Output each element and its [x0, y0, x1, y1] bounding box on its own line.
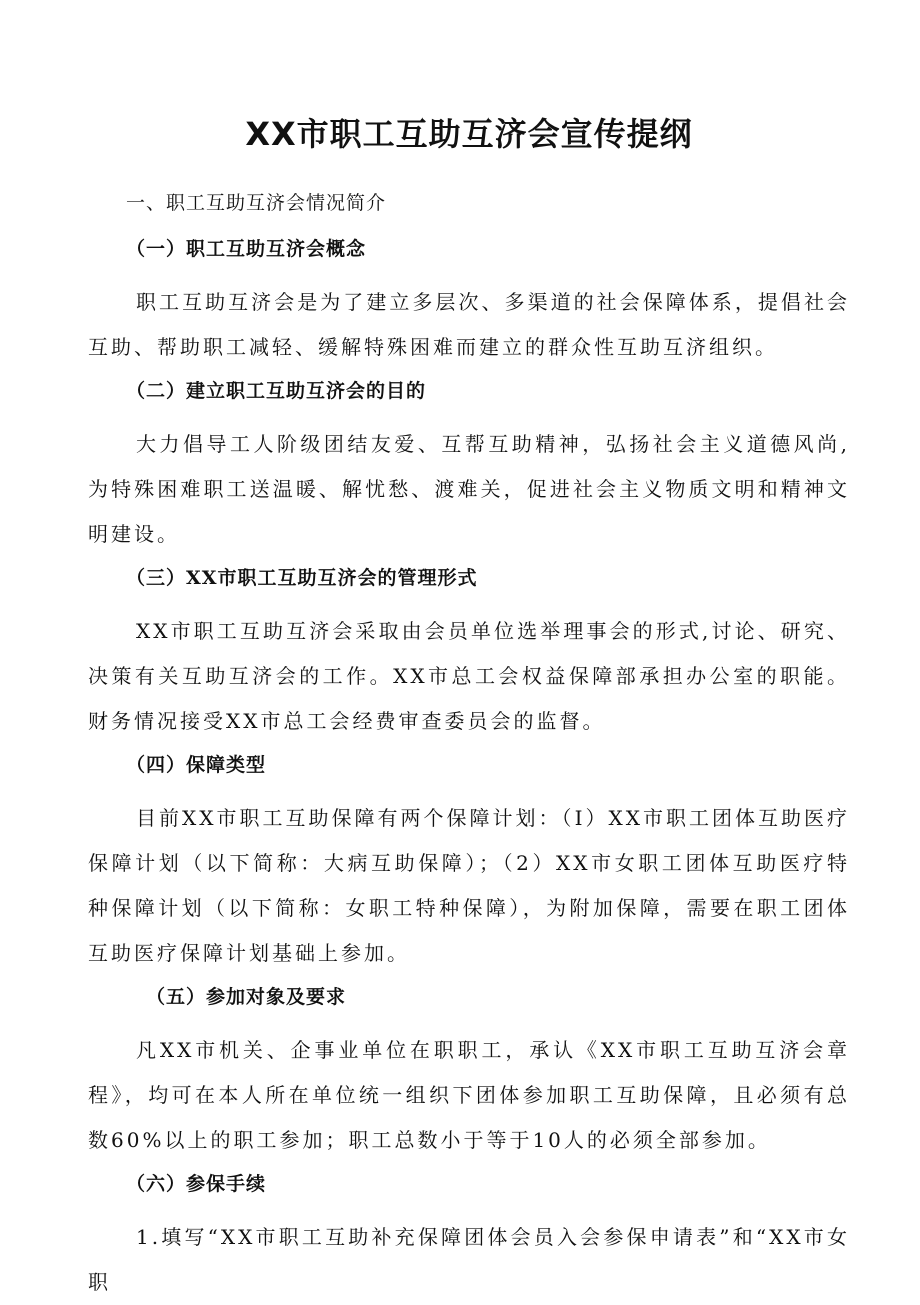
document-title: XX市职工互助互济会宣传提纲 — [245, 115, 693, 153]
paragraph-procedure: 1.填写“XX市职工互助补充保障团体会员入会参保申请表”和“XX市女职 — [88, 1225, 850, 1294]
sub-heading-management: （三）XX市职工互助互济会的管理形式 — [126, 567, 478, 589]
sub-heading-eligibility: （五）参加对象及要求 — [146, 986, 347, 1008]
paragraph-concept: 职工互助互济会是为了建立多层次、多渠道的社会保障体系，提倡社会互助、帮助职工减轻、缓解特殊困难而建立的群众性互助互济组织。 — [88, 290, 850, 359]
paragraph-management: XX市职工互助互济会采取由会员单位选举理事会的形式,讨论、研究、决策有关互助互济会的工作。XX市总工会权益保障部承担办公室的职能。财务情况接受XX市总工会经费审查委员会的监督。 — [88, 619, 850, 733]
sub-heading-concept: （一）职工互助互济会概念 — [126, 238, 367, 260]
paragraph-purpose: 大力倡导工人阶级团结友爱、互帮互助精神，弘扬社会主义道德风尚,为特殊困难职工送温暖、解忧愁、渡难关，促进社会主义物质文明和精神文明建设。 — [88, 432, 850, 546]
sub-heading-types: （四）保障类型 — [126, 754, 267, 776]
section-heading-1: 一、职工互助互济会情况简介 — [126, 192, 387, 214]
sub-heading-purpose: （二）建立职工互助互济会的目的 — [126, 380, 427, 402]
paragraph-types: 目前XX市职工互助保障有两个保障计划：（I）XX市职工团体互助医疗保障计划（以下简称：大病互助保障）；（2）XX市女职工团体互助医疗特种保障计划（以下简称：女职工特种保障），为附加保障，需要在职工团体互助医疗保障计划基础上参加。 — [88, 806, 850, 965]
sub-heading-procedure: （六）参保手续 — [126, 1173, 267, 1195]
paragraph-eligibility: 凡XX市机关、企事业单位在职职工，承认《XX市职工互助互济会章程》，均可在本人所在单位统一组织下团体参加职工互助保障，且必须有总数60%以上的职工参加；职工总数小于等于10人的必须全部参加。 — [88, 1038, 850, 1152]
